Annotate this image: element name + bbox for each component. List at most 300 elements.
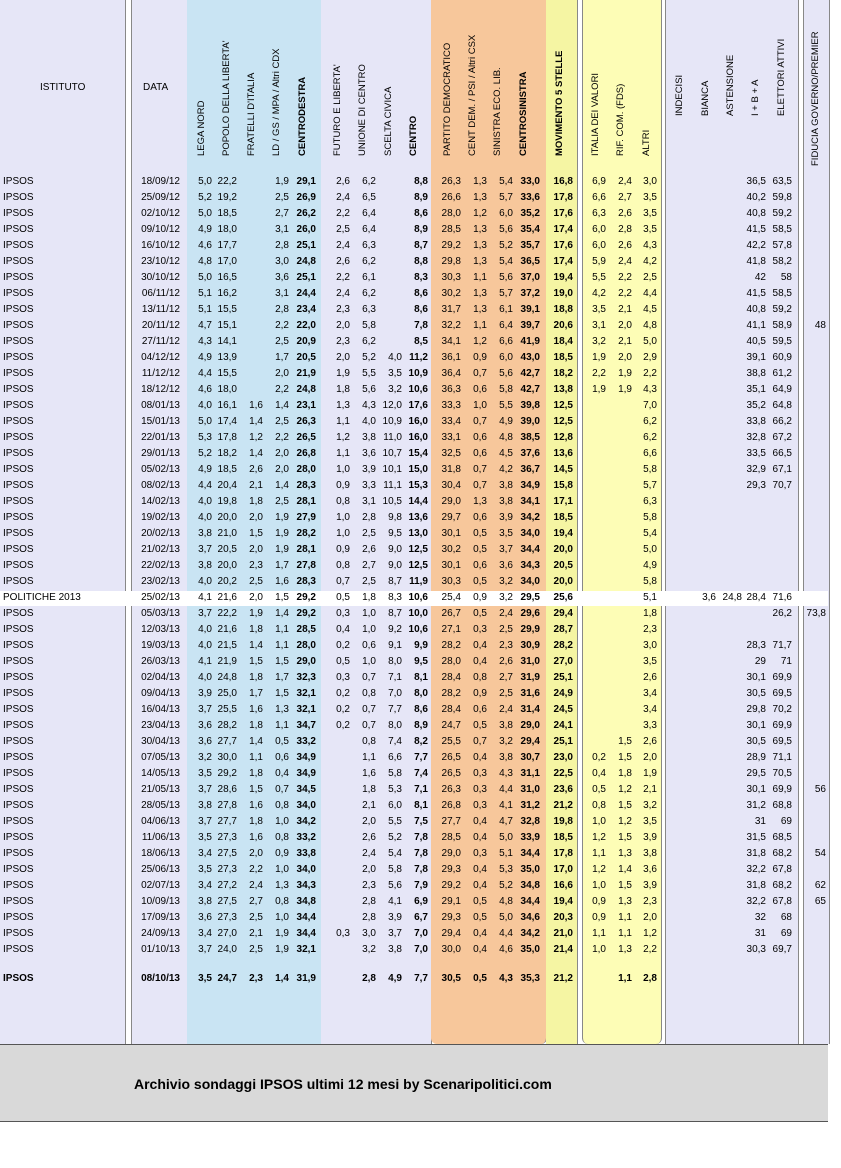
cell-cent-dem: 0,9 xyxy=(473,688,487,699)
cell-centrosinistra: 30,9 xyxy=(520,640,540,651)
cell-pd: 30,2 xyxy=(441,544,461,555)
cell-pd: 33,4 xyxy=(441,416,461,427)
cell-cent-dem: 0,5 xyxy=(473,576,487,587)
cell-ld-gs: 1,9 xyxy=(275,512,289,523)
cell-elettori-attivi: 67,2 xyxy=(772,432,792,443)
cell-istituto: IPSOS xyxy=(3,912,34,923)
cell-ld-gs: 0,8 xyxy=(275,896,289,907)
cell-pdl: 14,1 xyxy=(217,336,237,347)
cell-ibapa: 29,8 xyxy=(746,704,766,715)
cell-ibapa: 40,8 xyxy=(746,304,766,315)
cell-fdi: 2,5 xyxy=(249,944,263,955)
header-bianca: BIANCA xyxy=(700,80,711,116)
header-indecisi: INDECISI xyxy=(674,74,685,116)
cell-sel: 3,9 xyxy=(499,512,513,523)
cell-centro: 8,6 xyxy=(414,208,428,219)
cell-udc: 6,3 xyxy=(362,304,376,315)
cell-pdl: 19,2 xyxy=(217,192,237,203)
cell-istituto: IPSOS xyxy=(3,880,34,891)
cell-scelta-civica: 3,5 xyxy=(388,368,402,379)
cell-lega-nord: 4,0 xyxy=(198,496,212,507)
table-row xyxy=(0,270,841,286)
cell-ibapa: 40,8 xyxy=(746,208,766,219)
cell-idv: 2,2 xyxy=(592,368,606,379)
cell-scelta-civica: 10,5 xyxy=(382,496,402,507)
cell-elettori-attivi: 61,2 xyxy=(772,368,792,379)
cell-elettori-attivi: 69,9 xyxy=(772,784,792,795)
cell-udc: 2,0 xyxy=(362,816,376,827)
cell-centro: 10,6 xyxy=(408,384,428,395)
header-sel: SINISTRA ECO. LIB. xyxy=(492,67,503,156)
cell-ld-gs: 3,1 xyxy=(275,224,289,235)
cell-ibapa: 32,8 xyxy=(746,432,766,443)
cell-centro: 11,9 xyxy=(409,576,428,587)
cell-ibapa: 30,5 xyxy=(746,688,766,699)
cell-m5s: 16,6 xyxy=(553,880,573,891)
cell-lega-nord: 3,7 xyxy=(198,608,212,619)
cell-centro: 7,0 xyxy=(414,944,428,955)
cell-rif-com: 1,3 xyxy=(618,944,632,955)
cell-m5s: 12,8 xyxy=(553,432,573,443)
table-row xyxy=(0,654,841,670)
table-row xyxy=(0,622,841,638)
cell-udc: 3,2 xyxy=(362,944,376,955)
cell-m5s: 15,8 xyxy=(553,480,573,491)
cell-scelta-civica: 8,0 xyxy=(388,720,402,731)
cell-elettori-attivi: 71,6 xyxy=(772,592,792,603)
cell-fiducia xyxy=(786,496,826,508)
cell-scelta-civica: 10,7 xyxy=(382,448,402,459)
header-lega-nord: LEGA NORD xyxy=(196,100,207,156)
cell-centrosinistra: 36,5 xyxy=(520,256,540,267)
cell-pd: 28,5 xyxy=(441,832,461,843)
cell-centrodestra: 32,1 xyxy=(296,688,316,699)
cell-ld-gs: 1,5 xyxy=(275,656,289,667)
cell-data: 22/02/13 xyxy=(141,560,180,571)
cell-pd: 29,1 xyxy=(441,896,461,907)
cell-centro: 7,7 xyxy=(414,973,428,984)
cell-fiducia xyxy=(786,832,826,844)
cell-ld-gs: 2,2 xyxy=(275,432,289,443)
cell-fdi: 1,5 xyxy=(249,656,263,667)
cell-ibapa: 31 xyxy=(754,816,766,827)
cell-cent-dem: 0,6 xyxy=(473,448,487,459)
table-row xyxy=(0,334,841,350)
cell-sel: 4,3 xyxy=(499,768,513,779)
cell-lega-nord: 3,7 xyxy=(198,704,212,715)
cell-fiducia xyxy=(786,560,826,572)
cell-centro: 10,6 xyxy=(408,624,428,635)
cell-data: 04/12/12 xyxy=(141,352,180,363)
cell-centrosinistra: 41,9 xyxy=(520,336,540,347)
cell-cent-dem: 0,6 xyxy=(473,560,487,571)
cell-centrosinistra: 33,0 xyxy=(520,176,540,187)
cell-centro: 8,9 xyxy=(414,192,428,203)
cell-cent-dem: 0,5 xyxy=(473,528,487,539)
cell-centrodestra: 28,3 xyxy=(296,576,316,587)
cell-istituto: IPSOS xyxy=(3,752,34,763)
cell-data: 09/10/12 xyxy=(141,224,180,235)
cell-pd: 33,3 xyxy=(441,400,461,411)
cell-elettori-attivi: 69,9 xyxy=(772,672,792,683)
cell-lega-nord: 3,7 xyxy=(198,544,212,555)
cell-centro: 8,1 xyxy=(414,800,428,811)
header-centrodestra: CENTRODESTRA xyxy=(297,76,308,156)
cell-udc: 2,4 xyxy=(362,848,376,859)
cell-sel: 4,3 xyxy=(499,973,513,984)
cell-pdl: 21,5 xyxy=(217,640,237,651)
cell-ld-gs: 1,9 xyxy=(275,944,289,955)
cell-sel: 3,5 xyxy=(499,528,513,539)
cell-udc: 2,6 xyxy=(362,832,376,843)
cell-centrosinistra: 31,0 xyxy=(520,656,540,667)
cell-fli: 0,2 xyxy=(336,704,350,715)
table-row xyxy=(0,718,841,734)
cell-centrodestra: 25,1 xyxy=(296,240,316,251)
cell-sel: 4,4 xyxy=(499,784,513,795)
cell-idv: 0,8 xyxy=(592,800,606,811)
cell-fli: 0,9 xyxy=(336,544,350,555)
cell-pd: 24,7 xyxy=(441,720,461,731)
cell-fli: 0,3 xyxy=(336,608,350,619)
cell-centrodestra: 34,0 xyxy=(296,864,316,875)
cell-istituto: IPSOS xyxy=(3,432,34,443)
cell-sel: 5,5 xyxy=(499,400,513,411)
cell-centro: 9,9 xyxy=(414,640,428,651)
cell-data: 08/10/13 xyxy=(141,973,180,984)
cell-fdi: 1,8 xyxy=(249,720,263,731)
cell-altri: 2,0 xyxy=(643,752,657,763)
cell-data: 05/03/13 xyxy=(141,608,180,619)
header-astensione: ASTENSIONE xyxy=(725,54,736,116)
cell-rif-com: 1,4 xyxy=(618,864,632,875)
cell-udc: 2,3 xyxy=(362,880,376,891)
cell-centrodestra: 26,2 xyxy=(296,208,316,219)
cell-centro: 8,2 xyxy=(414,736,428,747)
cell-elettori-attivi: 66,2 xyxy=(772,416,792,427)
cell-elettori-attivi: 69,5 xyxy=(772,736,792,747)
cell-bianca: 3,6 xyxy=(702,592,716,603)
cell-altri: 3,5 xyxy=(643,224,657,235)
cell-ibapa: 32 xyxy=(754,912,766,923)
cell-sel: 3,8 xyxy=(499,480,513,491)
header-scelta-civica: SCELTA CIVICA xyxy=(383,86,394,156)
cell-ld-gs: 0,6 xyxy=(275,752,289,763)
cell-m5s: 29,4 xyxy=(553,608,573,619)
cell-centro: 14,4 xyxy=(408,496,428,507)
cell-centrosinistra: 31,1 xyxy=(520,768,540,779)
cell-rif-com: 1,5 xyxy=(618,800,632,811)
cell-lega-nord: 3,4 xyxy=(198,928,212,939)
cell-fli: 1,1 xyxy=(336,448,350,459)
cell-ibapa: 41,1 xyxy=(746,320,766,331)
cell-ld-gs: 3,1 xyxy=(275,288,289,299)
cell-fdi: 1,5 xyxy=(249,784,263,795)
cell-fli: 0,2 xyxy=(336,688,350,699)
cell-lega-nord: 5,2 xyxy=(198,192,212,203)
cell-elettori-attivi: 68,8 xyxy=(772,800,792,811)
cell-sel: 5,8 xyxy=(499,384,513,395)
cell-m5s: 24,5 xyxy=(553,704,573,715)
cell-scelta-civica: 8,7 xyxy=(388,608,402,619)
cell-centrodestra: 25,1 xyxy=(296,272,316,283)
cell-lega-nord: 4,0 xyxy=(198,624,212,635)
cell-centro: 8,1 xyxy=(414,672,428,683)
cell-centrosinistra: 34,4 xyxy=(520,896,540,907)
cell-ibapa: 29 xyxy=(754,656,766,667)
cell-ld-gs: 1,4 xyxy=(275,973,289,984)
cell-udc: 1,0 xyxy=(362,608,376,619)
cell-centrosinistra: 34,1 xyxy=(520,496,540,507)
cell-m5s: 23,0 xyxy=(553,752,573,763)
cell-udc: 3,3 xyxy=(362,480,376,491)
cell-fli: 0,5 xyxy=(336,656,350,667)
cell-udc: 0,7 xyxy=(362,704,376,715)
cell-centrodestra: 34,2 xyxy=(296,816,316,827)
cell-fdi: 1,8 xyxy=(249,816,263,827)
cell-m5s: 28,2 xyxy=(553,640,573,651)
cell-elettori-attivi: 58 xyxy=(780,272,792,283)
cell-centrosinistra: 34,0 xyxy=(520,528,540,539)
cell-pdl: 22,2 xyxy=(217,176,237,187)
cell-elettori-attivi: 68,2 xyxy=(772,880,792,891)
cell-istituto: IPSOS xyxy=(3,720,34,731)
cell-pdl: 27,3 xyxy=(217,912,237,923)
cell-elettori-attivi: 59,5 xyxy=(772,336,792,347)
cell-ld-gs: 1,9 xyxy=(275,928,289,939)
cell-centro: 8,9 xyxy=(414,720,428,731)
cell-fiducia xyxy=(786,656,826,668)
cell-lega-nord: 3,8 xyxy=(198,800,212,811)
cell-rif-com: 2,6 xyxy=(618,240,632,251)
cell-sel: 5,1 xyxy=(499,848,513,859)
cell-istituto: IPSOS xyxy=(3,256,34,267)
cell-pd: 36,1 xyxy=(441,352,461,363)
cell-fiducia xyxy=(786,672,826,684)
cell-ibapa: 29,5 xyxy=(746,768,766,779)
cell-scelta-civica: 3,8 xyxy=(388,944,402,955)
cell-udc: 2,5 xyxy=(362,576,376,587)
cell-udc: 2,8 xyxy=(362,512,376,523)
cell-fiducia xyxy=(786,256,826,268)
cell-elettori-attivi: 58,5 xyxy=(772,224,792,235)
cell-data: 21/02/13 xyxy=(141,544,180,555)
cell-fiducia xyxy=(786,592,826,604)
cell-sel: 3,7 xyxy=(499,544,513,555)
cell-centrosinistra: 34,3 xyxy=(520,560,540,571)
cell-lega-nord: 4,7 xyxy=(198,320,212,331)
cell-scelta-civica: 7,4 xyxy=(388,736,402,747)
cell-centro: 15,4 xyxy=(408,448,428,459)
cell-sel: 2,7 xyxy=(499,672,513,683)
cell-istituto: IPSOS xyxy=(3,512,34,523)
cell-fli: 0,3 xyxy=(336,928,350,939)
cell-cent-dem: 0,8 xyxy=(473,672,487,683)
cell-fli: 2,6 xyxy=(336,176,350,187)
cell-m5s: 18,5 xyxy=(553,512,573,523)
cell-centrosinistra: 39,0 xyxy=(520,416,540,427)
cell-pd: 30,3 xyxy=(441,576,461,587)
cell-pd: 28,2 xyxy=(441,640,461,651)
cell-cent-dem: 0,9 xyxy=(473,592,487,603)
cell-udc: 5,5 xyxy=(362,368,376,379)
cell-fiducia xyxy=(786,208,826,220)
cell-sel: 5,6 xyxy=(499,368,513,379)
cell-sel: 6,4 xyxy=(499,320,513,331)
cell-centro: 7,8 xyxy=(414,320,428,331)
cell-m5s: 20,3 xyxy=(553,912,573,923)
cell-sel: 4,6 xyxy=(499,944,513,955)
cell-lega-nord: 5,0 xyxy=(198,208,212,219)
cell-data: 02/07/13 xyxy=(141,880,180,891)
cell-centrodestra: 23,4 xyxy=(296,304,316,315)
cell-centrodestra: 34,7 xyxy=(296,720,316,731)
cell-ld-gs: 2,8 xyxy=(275,240,289,251)
cell-pdl: 27,5 xyxy=(217,896,237,907)
cell-centrosinistra: 34,2 xyxy=(520,512,540,523)
cell-centrosinistra: 32,8 xyxy=(520,816,540,827)
cell-data: 20/02/13 xyxy=(141,528,180,539)
cell-centrosinistra: 37,6 xyxy=(520,448,540,459)
cell-centro: 16,0 xyxy=(408,416,428,427)
cell-istituto: IPSOS xyxy=(3,800,34,811)
cell-lega-nord: 3,5 xyxy=(198,832,212,843)
table-row xyxy=(0,238,841,254)
cell-istituto: IPSOS xyxy=(3,736,34,747)
cell-istituto: IPSOS xyxy=(3,704,34,715)
cell-lega-nord: 3,8 xyxy=(198,528,212,539)
cell-m5s: 21,4 xyxy=(553,944,573,955)
cell-elettori-attivi: 67,8 xyxy=(772,864,792,875)
cell-sel: 2,4 xyxy=(499,704,513,715)
cell-altri: 2,1 xyxy=(643,784,657,795)
cell-scelta-civica: 8,0 xyxy=(388,656,402,667)
cell-lega-nord: 4,1 xyxy=(198,592,212,603)
cell-istituto: IPSOS xyxy=(3,272,34,283)
cell-cent-dem: 0,5 xyxy=(473,608,487,619)
cell-fiducia xyxy=(786,688,826,700)
cell-idv: 5,5 xyxy=(592,272,606,283)
cell-altri: 3,8 xyxy=(643,848,657,859)
cell-altri: 6,2 xyxy=(643,416,657,427)
cell-sel: 2,4 xyxy=(499,608,513,619)
cell-pdl: 15,1 xyxy=(217,320,237,331)
cell-m5s: 14,5 xyxy=(553,464,573,475)
table-row xyxy=(0,558,841,574)
cell-centrodestra: 26,0 xyxy=(296,224,316,235)
cell-fli: 1,3 xyxy=(336,400,350,411)
table-row xyxy=(0,542,841,558)
cell-data: 16/04/13 xyxy=(141,704,180,715)
cell-fiducia: 73,8 xyxy=(806,608,826,619)
cell-idv: 1,0 xyxy=(592,944,606,955)
header-istituto: ISTITUTO xyxy=(40,82,86,93)
cell-ibapa: 28,9 xyxy=(746,752,766,763)
cell-fdi: 1,1 xyxy=(249,752,263,763)
cell-ibapa: 30,1 xyxy=(746,784,766,795)
table-row xyxy=(0,302,841,318)
cell-fli: 1,0 xyxy=(336,528,350,539)
cell-fli: 0,9 xyxy=(336,480,350,491)
cell-fli: 2,2 xyxy=(336,208,350,219)
cell-centrodestra: 26,8 xyxy=(296,448,316,459)
cell-data: 18/06/13 xyxy=(141,848,180,859)
cell-pd: 26,8 xyxy=(441,800,461,811)
cell-istituto: IPSOS xyxy=(3,448,34,459)
cell-data: 18/12/12 xyxy=(141,384,180,395)
table-row xyxy=(0,254,841,270)
cell-udc: 6,4 xyxy=(362,224,376,235)
cell-centrodestra: 26,9 xyxy=(296,192,316,203)
table-row xyxy=(0,398,841,414)
cell-istituto: IPSOS xyxy=(3,656,34,667)
cell-centrodestra: 34,0 xyxy=(296,800,316,811)
cell-lega-nord: 4,9 xyxy=(198,352,212,363)
cell-lega-nord: 3,6 xyxy=(198,736,212,747)
cell-fdi: 2,3 xyxy=(249,560,263,571)
cell-udc: 2,5 xyxy=(362,528,376,539)
header-centro: CENTRO xyxy=(408,115,419,156)
cell-altri: 5,4 xyxy=(643,528,657,539)
cell-scelta-civica: 7,1 xyxy=(388,672,402,683)
cell-data: 30/10/12 xyxy=(141,272,180,283)
cell-lega-nord: 3,4 xyxy=(198,848,212,859)
cell-pdl: 17,0 xyxy=(217,256,237,267)
cell-udc: 1,1 xyxy=(362,752,376,763)
cell-sel: 5,3 xyxy=(499,864,513,875)
cell-data: 23/04/13 xyxy=(141,720,180,731)
cell-udc: 3,9 xyxy=(362,464,376,475)
cell-m5s: 24,9 xyxy=(553,688,573,699)
cell-centrodestra: 24,8 xyxy=(296,384,316,395)
cell-altri: 2,8 xyxy=(643,973,657,984)
cell-m5s: 20,0 xyxy=(553,544,573,555)
cell-centrodestra: 33,2 xyxy=(296,832,316,843)
election-result-row xyxy=(0,590,841,606)
cell-lega-nord: 4,0 xyxy=(198,576,212,587)
cell-pdl: 17,8 xyxy=(217,432,237,443)
cell-elettori-attivi: 71,7 xyxy=(772,640,792,651)
cell-data: 28/05/13 xyxy=(141,800,180,811)
cell-pdl: 16,2 xyxy=(217,288,237,299)
cell-elettori-attivi: 69 xyxy=(780,816,792,827)
cell-istituto: IPSOS xyxy=(3,176,34,187)
cell-fli: 2,4 xyxy=(336,240,350,251)
cell-centrodestra: 34,3 xyxy=(296,880,316,891)
cell-fdi: 2,6 xyxy=(249,464,263,475)
cell-udc: 1,8 xyxy=(362,592,376,603)
cell-fli: 2,0 xyxy=(336,352,350,363)
cell-fli: 2,6 xyxy=(336,256,350,267)
cell-lega-nord: 3,8 xyxy=(198,560,212,571)
cell-sel: 5,2 xyxy=(499,240,513,251)
header-data: DATA xyxy=(143,82,169,93)
cell-ld-gs: 1,3 xyxy=(275,880,289,891)
cell-centrodestra: 29,0 xyxy=(296,656,316,667)
cell-pdl: 18,5 xyxy=(217,208,237,219)
cell-fli: 2,2 xyxy=(336,272,350,283)
cell-fiducia xyxy=(786,352,826,364)
cell-istituto: IPSOS xyxy=(3,384,34,395)
cell-pd: 32,2 xyxy=(441,320,461,331)
cell-altri: 3,9 xyxy=(643,880,657,891)
cell-m5s: 25,1 xyxy=(553,736,573,747)
cell-udc: 6,3 xyxy=(362,240,376,251)
cell-udc: 6,2 xyxy=(362,288,376,299)
cell-fli: 2,3 xyxy=(336,336,350,347)
cell-data: 08/01/13 xyxy=(141,400,180,411)
cell-idv: 6,3 xyxy=(592,208,606,219)
